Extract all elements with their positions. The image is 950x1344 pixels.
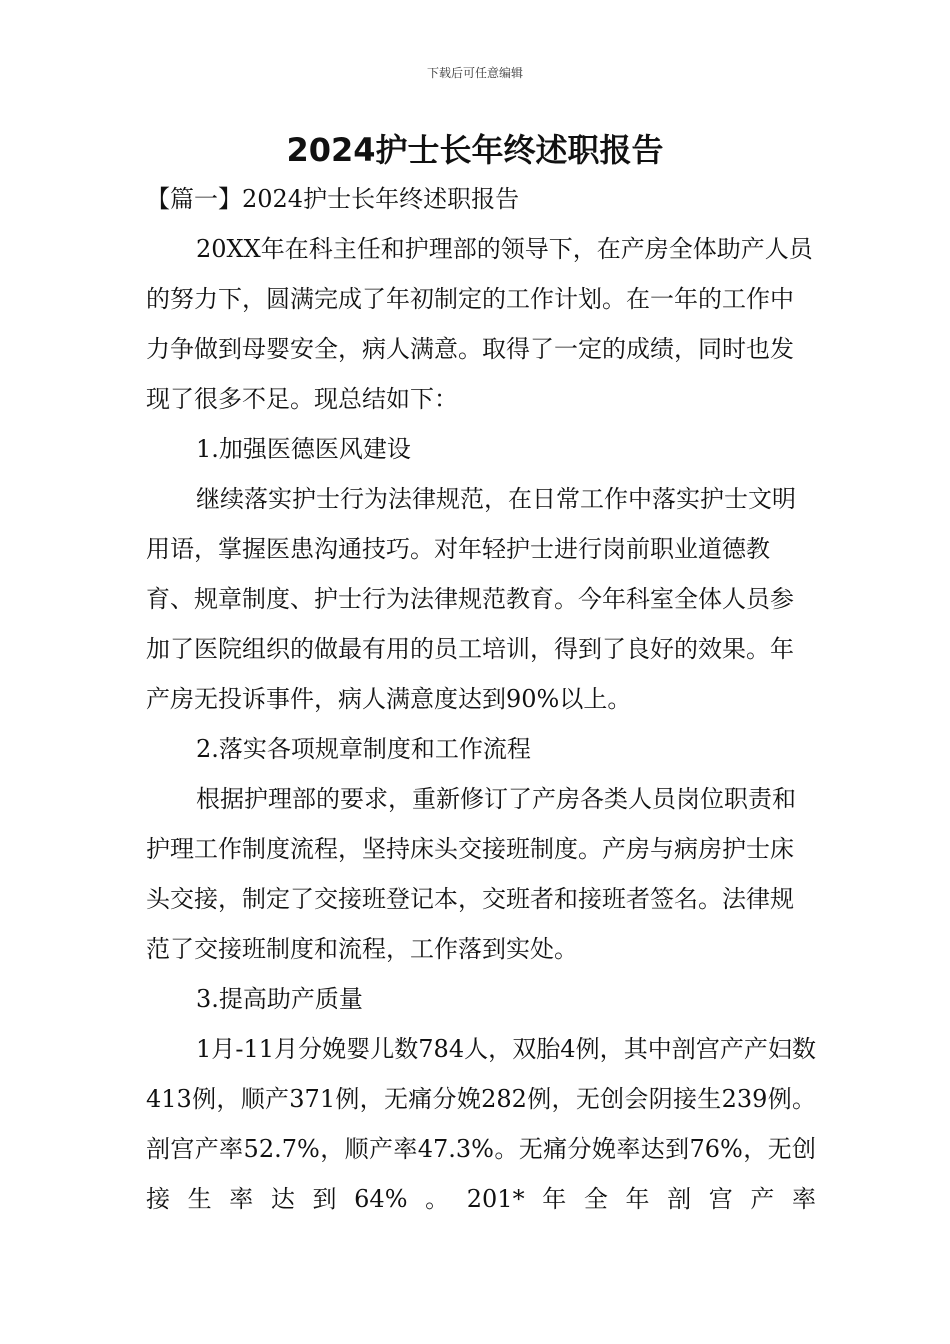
section-label: 【篇一】2024护士长年终述职报告: [146, 185, 520, 213]
paragraph-intro: 20XX年在科主任和护理部的领导下，在产房全体助产人员的努力下，圆满完成了年初制定的工作计划。在一年的工作中力争做到母婴安全，病人满意。取得了一定的成绩，同时也发现了很多不足。现总结如下：: [146, 235, 813, 413]
document-body: [146, 174, 816, 1224]
heading-3: 3.提高助产质量: [196, 985, 363, 1013]
document-title: 2024护士长年终述职报告: [286, 131, 664, 169]
paragraph-3: 1月-11月分娩婴儿数784人，双胎4例，其中剖宫产产妇数413例，顺产371例，无痛分娩282例，无创会阴接生239例。剖宫产率52.7%，顺产率47.3%。无痛分娩率达到76%，无创接生率达到64%。201*年全年剖宫产率: [146, 1035, 816, 1213]
heading-1: 1.加强医德医风建设: [196, 435, 411, 463]
paragraph-2: 根据护理部的要求，重新修订了产房各类人员岗位职责和护理工作制度流程，坚持床头交接班制度。产房与病房护士床头交接，制定了交接班登记本，交班者和接班者签名。法律规范了交接班制度和流程，工作落到实处。: [146, 785, 796, 963]
header-note: 下载后可任意编辑: [426, 66, 523, 80]
paragraph-1: 继续落实护士行为法律规范，在日常工作中落实护士文明用语，掌握医患沟通技巧。对年轻护士进行岗前职业道德教育、规章制度、护士行为法律规范教育。今年科室全体人员参加了医院组织的做最有用的员工培训，得到了良好的效果。年产房无投诉事件，病人满意度达到90%以上。: [146, 485, 796, 713]
heading-2: 2.落实各项规章制度和工作流程: [196, 735, 531, 763]
